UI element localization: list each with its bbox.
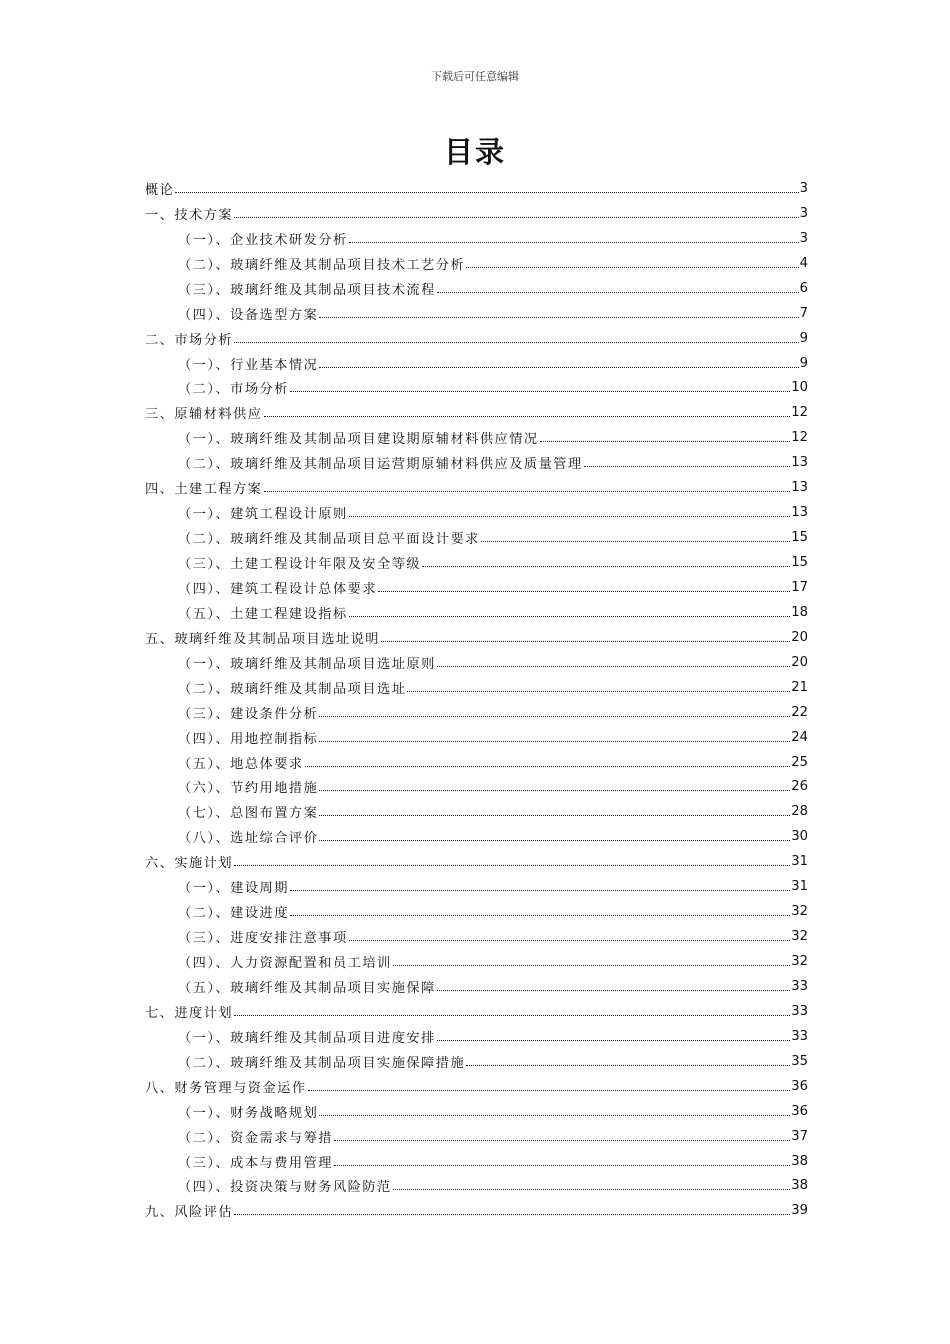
toc-entry[interactable]: [145, 1124, 808, 1149]
toc-entry[interactable]: [145, 1149, 808, 1174]
toc-entry-label: 七、进度计划: [145, 1005, 234, 1021]
dot-leader: [466, 257, 798, 268]
toc-entry-label: （四）、投资决策与财务风险防范: [178, 1180, 392, 1196]
toc-entry-page-number: 15: [791, 530, 808, 546]
dot-leader: [308, 1080, 791, 1091]
toc-entry-label: 三、原辅材料供应: [145, 407, 263, 423]
toc-entry-label: （二）、玻璃纤维及其制品项目技术工艺分析: [178, 257, 466, 273]
toc-entry-page-number: 3: [799, 180, 808, 196]
toc-entry[interactable]: [145, 500, 808, 525]
toc-entry[interactable]: [145, 750, 808, 775]
toc-entry[interactable]: [145, 176, 808, 201]
dot-leader: [393, 1179, 791, 1190]
toc-entry[interactable]: [145, 1024, 808, 1049]
dot-leader: [407, 681, 790, 692]
toc-entry-page-number: 20: [791, 629, 808, 645]
dot-leader: [466, 1055, 790, 1066]
dot-leader: [290, 381, 790, 392]
toc-entry-label: 八、财务管理与资金运作: [145, 1080, 307, 1096]
toc-entry-label: （二）、资金需求与筹措: [178, 1130, 333, 1146]
toc-entry[interactable]: [145, 1099, 808, 1124]
toc-entry-label: （三）、建设条件分析: [178, 706, 319, 722]
toc-entry-label: 概论: [145, 182, 175, 198]
toc-entry-label: （七）、总图布置方案: [178, 806, 319, 822]
toc-entry[interactable]: [145, 924, 808, 949]
toc-entry-label: 六、实施计划: [145, 856, 234, 872]
toc-entry[interactable]: [145, 675, 808, 700]
dot-leader: [540, 431, 791, 442]
toc-entry-label: （二）、市场分析: [178, 382, 289, 398]
toc-entry[interactable]: [145, 1049, 808, 1074]
toc-entry[interactable]: [145, 799, 808, 824]
dot-leader: [349, 606, 791, 617]
toc-entry-page-number: 6: [799, 280, 808, 296]
toc-entry-label: （三）、成本与费用管理: [178, 1155, 333, 1171]
dot-leader: [437, 656, 790, 667]
toc-entry[interactable]: [145, 999, 808, 1024]
toc-entry[interactable]: [145, 550, 808, 575]
toc-entry-label: （一）、玻璃纤维及其制品项目选址原则: [178, 656, 436, 672]
toc-entry[interactable]: [145, 301, 808, 326]
toc-entry-label: 四、土建工程方案: [145, 482, 263, 498]
toc-entry-label: （一）、企业技术研发分析: [178, 232, 348, 248]
toc-entry-label: （五）、玻璃纤维及其制品项目实施保障: [178, 980, 436, 996]
toc-entry-label: （三）、玻璃纤维及其制品项目技术流程: [178, 282, 436, 298]
toc-entry[interactable]: [145, 475, 808, 500]
toc-entry-page-number: 21: [791, 679, 808, 695]
toc-entry-page-number: 17: [791, 579, 808, 595]
toc-entry[interactable]: [145, 276, 808, 301]
toc-entry[interactable]: [145, 226, 808, 251]
toc-entry[interactable]: [145, 450, 808, 475]
toc-entry-page-number: 31: [791, 854, 808, 870]
dot-leader: [175, 182, 798, 193]
toc-entry-label: （四）、用地控制指标: [178, 731, 319, 747]
dot-leader: [234, 332, 798, 343]
dot-leader: [422, 556, 790, 567]
toc-entry[interactable]: [145, 1198, 808, 1223]
toc-entry-page-number: 12: [791, 430, 808, 446]
dot-leader: [319, 357, 798, 368]
dot-leader: [264, 481, 791, 492]
toc-entry-page-number: 26: [791, 779, 808, 795]
toc-entry[interactable]: [145, 1074, 808, 1099]
dot-leader: [481, 531, 790, 542]
toc-entry-page-number: 38: [791, 1153, 808, 1169]
dot-leader: [290, 905, 790, 916]
toc-entry-page-number: 36: [791, 1103, 808, 1119]
toc-entry[interactable]: [145, 251, 808, 276]
toc-entry-page-number: 9: [799, 355, 808, 371]
toc-entry-page-number: 28: [791, 804, 808, 820]
toc-entry-page-number: 32: [791, 954, 808, 970]
toc-entry[interactable]: [145, 525, 808, 550]
dot-leader: [584, 456, 791, 467]
toc-entry-page-number: 33: [791, 978, 808, 994]
toc-entry[interactable]: [145, 949, 808, 974]
dot-leader: [349, 930, 791, 941]
toc-entry[interactable]: [145, 725, 808, 750]
toc-entry-label: （二）、玻璃纤维及其制品项目实施保障措施: [178, 1055, 466, 1071]
toc-entry[interactable]: [145, 425, 808, 450]
toc-entry-page-number: 32: [791, 929, 808, 945]
toc-entry[interactable]: [145, 650, 808, 675]
dot-leader: [319, 731, 790, 742]
dot-leader: [437, 282, 799, 293]
toc-entry-label: （八）、选址综合评价: [178, 831, 319, 847]
dot-leader: [319, 780, 790, 791]
dot-leader: [305, 756, 791, 767]
dot-leader: [319, 830, 790, 841]
toc-entry[interactable]: [145, 625, 808, 650]
dot-leader: [334, 1155, 790, 1166]
toc-entry-page-number: 20: [791, 654, 808, 670]
dot-leader: [319, 307, 798, 318]
toc-entry-label: （五）、地总体要求: [178, 756, 304, 772]
toc-entry-label: （四）、建筑工程设计总体要求: [178, 581, 378, 597]
toc-entry-page-number: 36: [791, 1078, 808, 1094]
toc-entry-page-number: 10: [791, 380, 808, 396]
dot-leader: [349, 506, 791, 517]
toc-entry-page-number: 30: [791, 829, 808, 845]
toc-entry[interactable]: [145, 351, 808, 376]
table-of-contents: [145, 176, 808, 1223]
dot-leader: [437, 980, 790, 991]
dot-leader: [234, 207, 798, 218]
dot-leader: [319, 1105, 790, 1116]
dot-leader: [393, 955, 791, 966]
toc-entry-page-number: 18: [791, 604, 808, 620]
toc-entry-label: 九、风险评估: [145, 1205, 234, 1221]
toc-entry-page-number: 3: [799, 230, 808, 246]
toc-entry[interactable]: [145, 700, 808, 725]
toc-entry-label: （四）、人力资源配置和员工培训: [178, 956, 392, 972]
toc-entry[interactable]: [145, 201, 808, 226]
toc-entry-label: 二、市场分析: [145, 332, 234, 348]
toc-entry[interactable]: [145, 974, 808, 999]
toc-entry[interactable]: [145, 1174, 808, 1199]
dot-leader: [378, 581, 790, 592]
toc-entry-page-number: 38: [791, 1178, 808, 1194]
toc-entry-page-number: 39: [791, 1203, 808, 1219]
toc-entry-page-number: 13: [791, 480, 808, 496]
dot-leader: [264, 406, 791, 417]
toc-entry-label: 一、技术方案: [145, 207, 234, 223]
toc-entry-label: （一）、财务战略规划: [178, 1105, 319, 1121]
dot-leader: [319, 706, 790, 717]
toc-entry-page-number: 35: [791, 1053, 808, 1069]
toc-entry-label: （一）、建设周期: [178, 881, 289, 897]
toc-entry-page-number: 37: [791, 1128, 808, 1144]
toc-entry[interactable]: [145, 775, 808, 800]
toc-entry-label: （一）、玻璃纤维及其制品项目建设期原辅材料供应情况: [178, 432, 539, 448]
toc-title: 目录: [443, 135, 506, 169]
toc-entry[interactable]: [145, 824, 808, 849]
toc-entry-page-number: 15: [791, 555, 808, 571]
toc-entry-page-number: 12: [791, 405, 808, 421]
toc-entry[interactable]: [145, 874, 808, 899]
toc-entry-label: （六）、节约用地措施: [178, 781, 319, 797]
toc-entry[interactable]: [145, 600, 808, 625]
toc-entry-label: （三）、进度安排注意事项: [178, 931, 348, 947]
dot-leader: [437, 1030, 790, 1041]
dot-leader: [290, 880, 790, 891]
toc-entry-page-number: 33: [791, 1003, 808, 1019]
toc-entry[interactable]: [145, 376, 808, 401]
toc-entry-page-number: 31: [791, 879, 808, 895]
toc-entry-page-number: 9: [799, 330, 808, 346]
toc-entry-page-number: 32: [791, 904, 808, 920]
toc-entry-label: （三）、土建工程设计年限及安全等级: [178, 557, 422, 573]
dot-leader: [234, 1005, 790, 1016]
toc-entry-page-number: 4: [799, 255, 808, 271]
toc-entry-page-number: 13: [791, 455, 808, 471]
dot-leader: [234, 855, 790, 866]
toc-entry-page-number: 13: [791, 505, 808, 521]
toc-entry-label: （五）、土建工程建设指标: [178, 606, 348, 622]
toc-entry-page-number: 7: [799, 305, 808, 321]
dot-leader: [234, 1204, 790, 1215]
toc-entry-label: （二）、建设进度: [178, 906, 289, 922]
toc-entry[interactable]: [145, 849, 808, 874]
toc-entry[interactable]: [145, 326, 808, 351]
toc-entry-label: （二）、玻璃纤维及其制品项目总平面设计要求: [178, 532, 480, 548]
page-header-note: 下载后可任意编辑: [431, 70, 519, 83]
toc-entry-label: （一）、建筑工程设计原则: [178, 507, 348, 523]
dot-leader: [319, 805, 790, 816]
toc-entry[interactable]: [145, 575, 808, 600]
dot-leader: [349, 232, 799, 243]
toc-entry-label: 五、玻璃纤维及其制品项目选址说明: [145, 631, 380, 647]
toc-entry-page-number: 33: [791, 1028, 808, 1044]
toc-entry-page-number: 22: [791, 704, 808, 720]
dot-leader: [381, 631, 790, 642]
toc-entry-page-number: 25: [791, 754, 808, 770]
toc-entry-label: （四）、设备选型方案: [178, 307, 319, 323]
toc-entry-page-number: 24: [791, 729, 808, 745]
toc-entry-label: （二）、玻璃纤维及其制品项目选址: [178, 681, 407, 697]
toc-entry[interactable]: [145, 899, 808, 924]
toc-entry[interactable]: [145, 400, 808, 425]
toc-entry-label: （一）、玻璃纤维及其制品项目进度安排: [178, 1030, 436, 1046]
dot-leader: [334, 1130, 790, 1141]
toc-entry-page-number: 3: [799, 205, 808, 221]
toc-entry-label: （二）、玻璃纤维及其制品项目运营期原辅材料供应及质量管理: [178, 457, 583, 473]
toc-entry-label: （一）、行业基本情况: [178, 357, 319, 373]
